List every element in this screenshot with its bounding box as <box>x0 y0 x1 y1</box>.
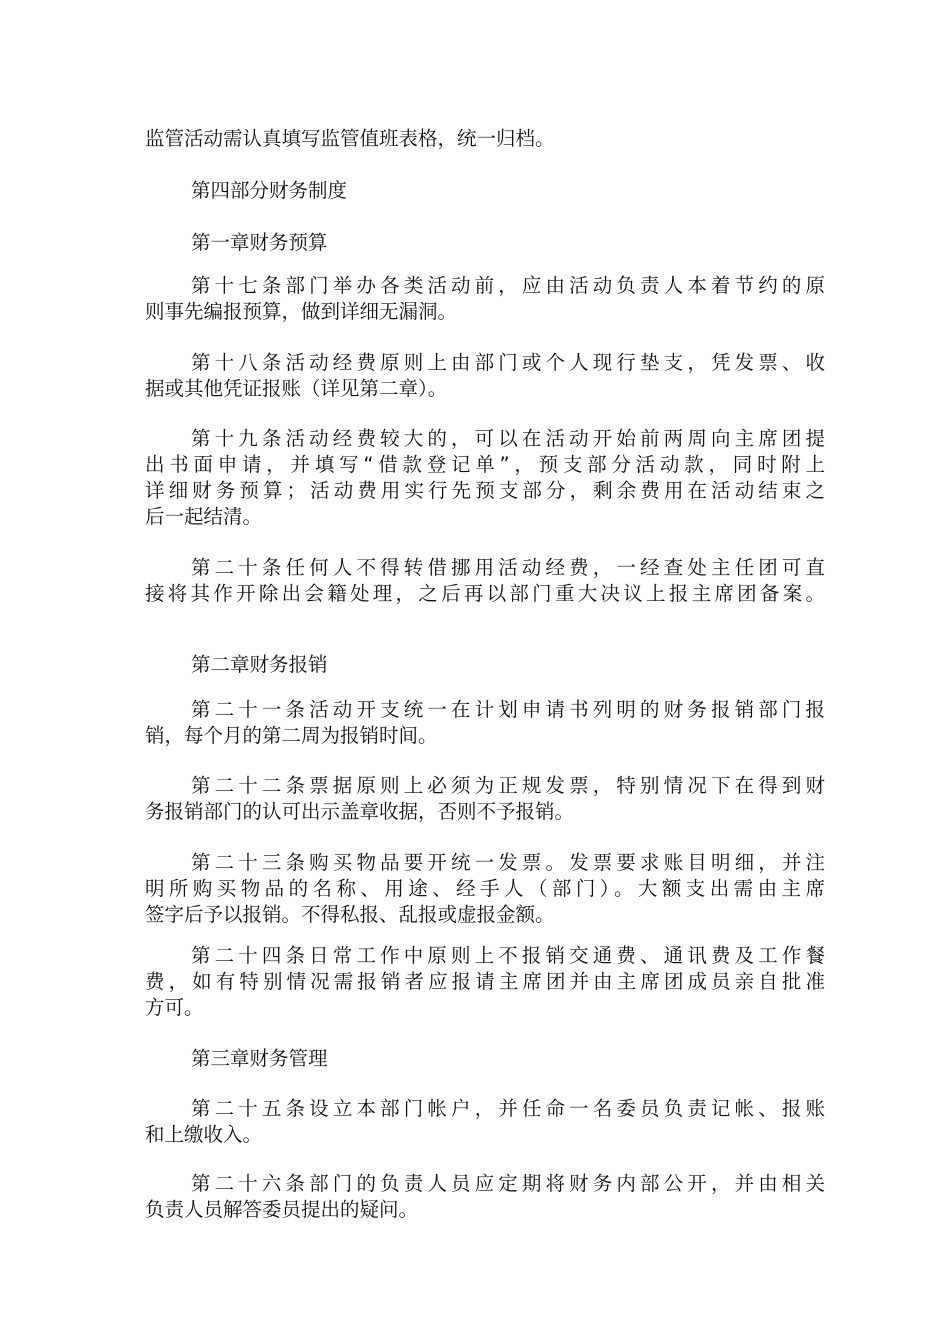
text-line: 据或其他凭证报账（详见第二章）。 <box>145 377 448 400</box>
text-line: 签字后予以报销。不得私报、乱报或虚报金额。 <box>145 903 555 926</box>
heading-text: 第一章财务预算 <box>191 231 328 254</box>
article-24 <box>145 943 825 1021</box>
text-line: 务报销部门的认可出示盖章收据，否则不予报销。 <box>145 800 575 823</box>
text-line: 后一起结清。 <box>145 505 263 528</box>
article-25 <box>145 1096 825 1148</box>
heading-text: 第二章财务报销 <box>191 653 328 676</box>
text-line: 费，如有特别情况需报销者应报请主席团并由主席团成员亲自批准 <box>145 970 825 993</box>
article-23 <box>145 850 825 928</box>
heading-text: 第四部分财务制度 <box>191 179 348 202</box>
text-line: 第二十二条票据原则上必须为正规发票，特别情况下在得到财 <box>191 774 825 797</box>
paragraph-monitoring-record <box>145 126 825 152</box>
text-line: 第十八条活动经费原则上由部门或个人现行垫支，凭发票、收 <box>191 351 825 374</box>
text-line: 销，每个月的第二周为报销时间。 <box>145 724 438 747</box>
chapter-heading-management <box>145 1046 871 1072</box>
article-22 <box>145 773 825 825</box>
text-line: 第二十条任何人不得转借挪用活动经费，一经查处主任团可直 <box>191 556 825 579</box>
text-line: 负责人员解答委员提出的疑问。 <box>145 1198 419 1221</box>
article-21 <box>145 697 825 749</box>
article-17 <box>145 273 825 325</box>
heading-text: 第三章财务管理 <box>191 1047 328 1070</box>
text-line: 接将其作开除出会籍处理，之后再以部门重大决议上报主席团备案。 <box>145 582 825 605</box>
chapter-heading-budget <box>145 230 871 256</box>
text-line: 第二十五条设立本部门帐户，并任命一名委员负责记帐、报账 <box>191 1097 825 1120</box>
text-line: 第二十六条部门的负责人员应定期将财务内部公开，并由相关 <box>191 1172 825 1195</box>
text-line: 第十九条活动经费较大的，可以在活动开始前两周向主席团提 <box>191 427 825 450</box>
text-line: 明所购买物品的名称、用途、经手人（部门）。大额支出需由主席 <box>145 877 825 900</box>
text-line: 第二十三条购买物品要开统一发票。发票要求账目明细，并注 <box>191 851 825 874</box>
text-line: 详细财务预算；活动费用实行先预支部分，剩余费用在活动结束之 <box>145 479 825 502</box>
text-line: 第二十四条日常工作中原则上不报销交通费、通讯费及工作餐 <box>191 944 825 967</box>
chapter-heading-reimbursement <box>145 652 871 678</box>
text-line: 方可。 <box>145 996 204 1019</box>
article-20 <box>145 555 825 607</box>
text-line: 和上缴收入。 <box>145 1123 263 1146</box>
text-line: 出书面申请，并填写“借款登记单”，预支部分活动款，同时附上 <box>145 453 825 476</box>
section-heading-finance-system <box>145 178 871 204</box>
article-19 <box>145 426 825 530</box>
text-line: 第二十一条活动开支统一在计划申请书列明的财务报销部门报 <box>191 698 825 721</box>
article-26 <box>145 1171 825 1223</box>
text-line: 监管活动需认真填写监管值班表格，统一归档。 <box>145 127 555 150</box>
text-line: 则事先编报预算，做到详细无漏洞。 <box>145 300 458 323</box>
article-18 <box>145 350 825 402</box>
text-line: 第十七条部门举办各类活动前，应由活动负责人本着节约的原 <box>191 274 825 297</box>
